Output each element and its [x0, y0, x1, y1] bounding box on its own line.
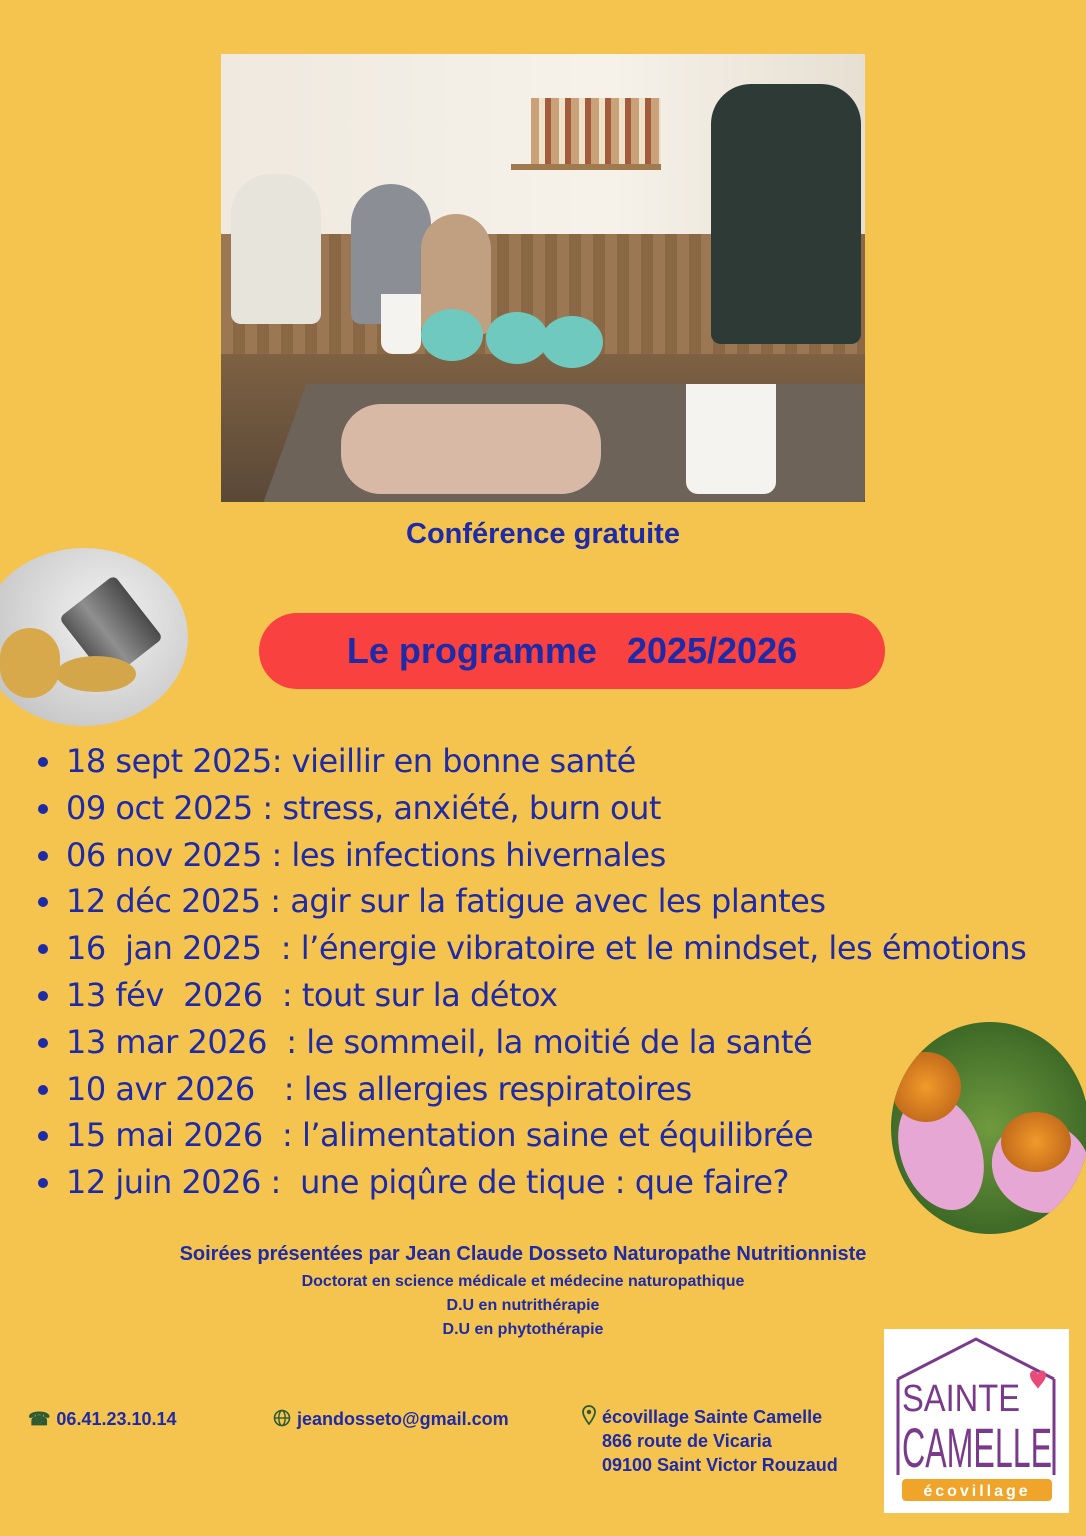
program-item: 13 mar 2026 : le sommeil, la moitié de la santé	[36, 1019, 1082, 1066]
presenter-line: Soirées présentées par Jean Claude Dosseto Naturopathe Nutritionniste	[179, 1243, 867, 1265]
flower-cone	[891, 1052, 961, 1122]
email-address: jeandosseto@gmail.com	[297, 1409, 509, 1429]
address-contact[interactable]	[582, 1405, 838, 1477]
program-item: 06 nov 2025 : les infections hivernales	[36, 832, 1082, 879]
ginger-root	[0, 628, 60, 698]
logo-mark	[884, 1329, 1069, 1513]
photo-bookshelf	[531, 98, 661, 164]
program-item: 09 oct 2025 : stress, anxiété, burn out	[36, 785, 1082, 832]
program-item: 12 déc 2025 : agir sur la fatigue avec les plantes	[36, 878, 1082, 925]
svg-text:CAMELLE: CAMELLE	[902, 1416, 1052, 1479]
photo-attendee	[231, 174, 321, 324]
program-item: 12 juin 2026 : une piqûre de tique : que faire?	[36, 1159, 1082, 1206]
photo-speaker	[711, 84, 861, 344]
teapot-icon	[486, 312, 548, 364]
program-title: Le programme 2025/2026	[259, 613, 885, 689]
echinacea-flower-image	[891, 1022, 1086, 1234]
heart-icon	[1030, 1371, 1046, 1390]
globe-icon	[273, 1409, 291, 1432]
teapot-icon	[421, 309, 483, 361]
phone-icon: ☎	[28, 1409, 51, 1429]
phone-number: 06.41.23.10.14	[56, 1409, 177, 1429]
svg-text:SAINTE: SAINTE	[902, 1378, 1020, 1420]
ginger-powder-image	[0, 548, 188, 726]
free-conference-heading: Conférence gratuite	[406, 518, 680, 550]
flower-cone	[1001, 1112, 1071, 1172]
program-item: 18 sept 2025: vieillir en bonne santé	[36, 738, 1082, 785]
email-contact[interactable]	[273, 1409, 509, 1432]
address-line: 09100 Saint Victor Rouzaud	[602, 1455, 838, 1475]
credential-line: D.U en phytothérapie	[442, 1321, 604, 1338]
teapot-icon	[541, 316, 603, 368]
cup-icon	[686, 384, 776, 494]
program-item: 15 mai 2026 : l’alimentation saine et équilibrée	[36, 1112, 1082, 1159]
sainte-camelle-logo	[884, 1329, 1069, 1513]
photo-hand	[341, 404, 601, 494]
conference-photo	[221, 54, 865, 502]
program-item: 16 jan 2025 : l’énergie vibratoire et le mindset, les émotions	[36, 925, 1082, 972]
svg-text:écovillage: écovillage	[923, 1483, 1031, 1500]
photo-shelf	[511, 164, 661, 170]
credential-line: Doctorat en science médicale et médecine naturopathique	[301, 1273, 745, 1290]
address-line: écovillage Sainte Camelle	[602, 1407, 823, 1427]
phone-contact[interactable]	[28, 1409, 177, 1430]
ginger-powder	[56, 656, 136, 692]
credential-line: D.U en nutrithérapie	[446, 1297, 600, 1314]
cup-icon	[381, 294, 421, 354]
address-line: 866 route de Vicaria	[602, 1431, 772, 1451]
program-item: 10 avr 2026 : les allergies respiratoires	[36, 1066, 1082, 1113]
location-pin-icon	[582, 1405, 596, 1431]
program-item: 13 fév 2026 : tout sur la détox	[36, 972, 1082, 1019]
